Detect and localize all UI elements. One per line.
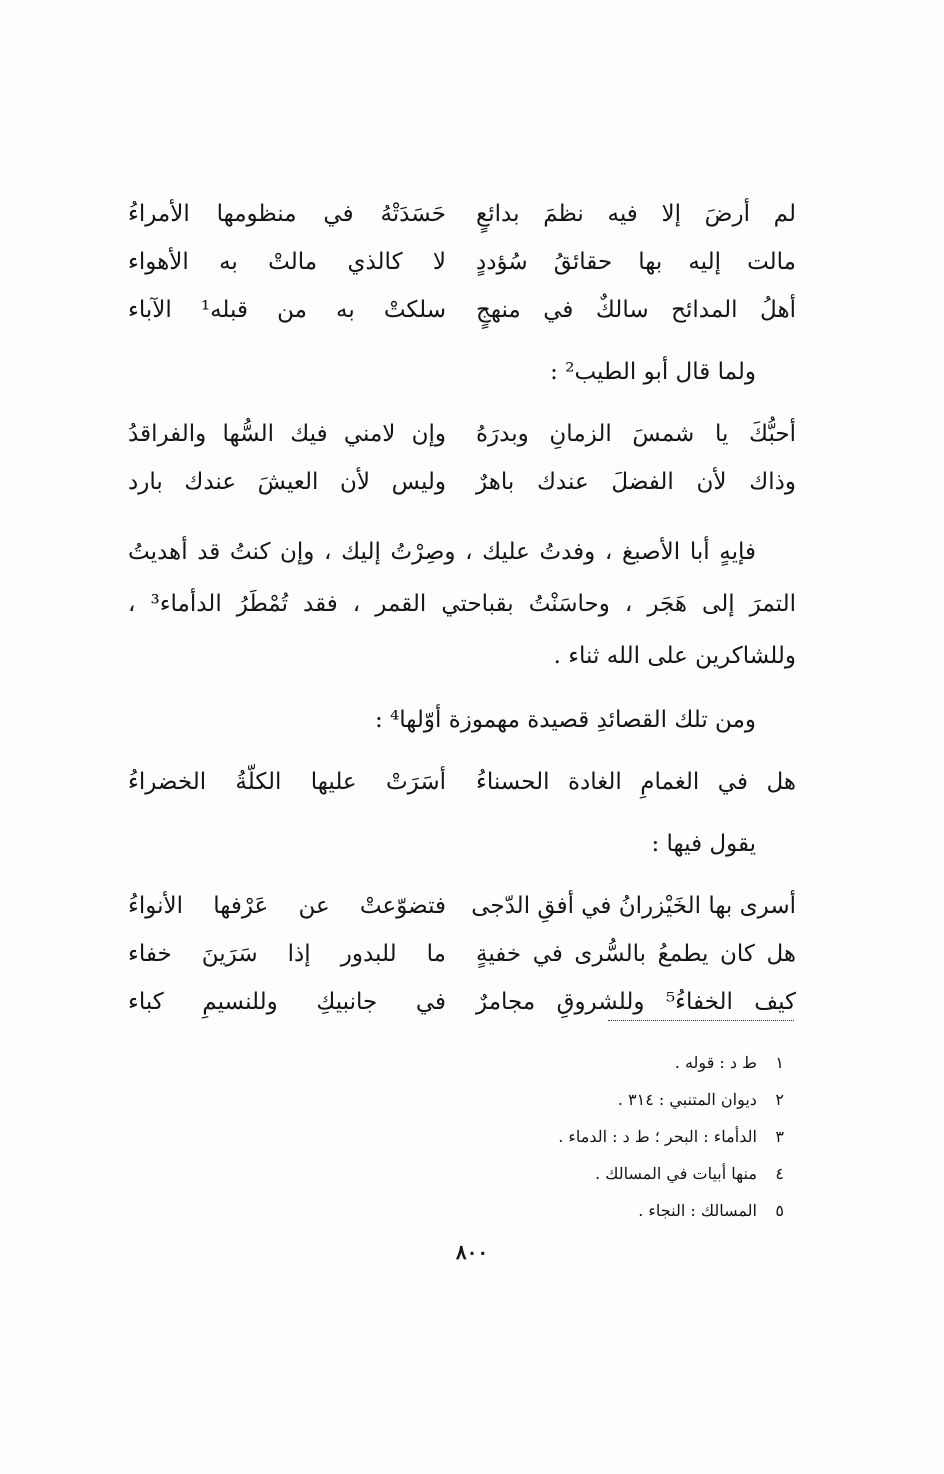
spacer — [128, 396, 796, 410]
first-hemistich: أحبُّكَ يا شمسَ الزمانِ وبدرَهُ — [476, 421, 796, 447]
verse-line — [128, 882, 796, 930]
verse-line — [128, 758, 796, 806]
spacer — [128, 682, 796, 696]
second-hemistich: حَسَدَتْهُ في منظومها الأمراءُ — [128, 201, 446, 227]
second-hemistich: سلكتْ به من قبله¹ الآباء — [128, 297, 447, 323]
first-hemistich: أسرى بها الخَيْزرانُ في أفقِ الدّجى — [471, 893, 796, 919]
footnote-number: ١ — [775, 1053, 784, 1072]
footnote-number: ٥ — [775, 1201, 784, 1220]
second-hemistich: وإن لامني فيك السُّها والفراقدُ — [128, 421, 446, 447]
spacer — [128, 868, 796, 882]
verse-line — [128, 978, 796, 1026]
footnote-text: المسالك : النجاء . — [638, 1201, 757, 1220]
first-hemistich: هل في الغمامِ الغادة الحسناءُ — [476, 769, 796, 795]
verse-line — [128, 930, 796, 978]
prose-paragraph: فإيهٍ أبا الأصبغ ، وفدتُ عليك ، وصِرْتُ إليك ، وإن كنتُ قد أهديتُ التمرَ إلى هَجَر ، وحاسَنْتُ بقباحتي القمر ، فقد تُمْطَرُ الدأماء³ ، وللشاكرين على الله ثناء . — [128, 539, 796, 669]
second-hemistich: وليس لأن العيشَ عندك بارد — [128, 469, 446, 495]
first-hemistich: مالت إليه بها حقائقُ سُؤددٍ — [476, 249, 796, 275]
footnotes — [300, 1044, 784, 1229]
first-hemistich: أهلُ المدائح سالكٌ في منهجٍ — [476, 297, 796, 323]
first-hemistich: لم أرضَ إلا فيه نظمَ بدائعٍ — [476, 201, 796, 227]
verse-line — [128, 286, 796, 334]
poem-block-1 — [128, 190, 796, 334]
poem-block-4 — [128, 882, 796, 1026]
spacer — [128, 806, 796, 820]
second-hemistich: في جانبيكِ وللنسيمِ كباء — [128, 989, 446, 1015]
footnote-text: ط د : قوله . — [674, 1053, 757, 1072]
poem-block-3 — [128, 758, 796, 806]
verse-line — [128, 190, 796, 238]
spacer — [128, 506, 796, 526]
footnote-item — [300, 1155, 784, 1192]
second-hemistich: ما للبدور إذا سَرَينَ خفاء — [128, 941, 446, 967]
footnote-item — [300, 1044, 784, 1081]
intro-line: ولما قال أبو الطيب² : — [550, 359, 756, 385]
first-hemistich: هل كان يطمعُ بالسُّرى في خفيةٍ — [476, 941, 796, 967]
footnote-text: الدأماء : البحر ؛ ط د : الدماء . — [558, 1127, 757, 1146]
main-text — [128, 190, 796, 1026]
footnote-divider — [608, 1020, 794, 1021]
intro-line: ومن تلك القصائدِ قصيدة مهموزة أوّلها⁴ : — [374, 707, 756, 733]
footnote-text: منها أبيات في المسالك . — [595, 1164, 757, 1183]
verse-line — [128, 458, 796, 506]
first-hemistich: وذاك لأن الفضلَ عندك باهرٌ — [476, 469, 796, 495]
footnote-number: ٢ — [775, 1090, 784, 1109]
spacer — [128, 334, 796, 348]
footnote-item — [300, 1192, 784, 1229]
first-hemistich: كيف الخفاءُ⁵ وللشروقِ مجامرٌ — [476, 989, 796, 1015]
footnote-number: ٣ — [775, 1127, 784, 1146]
second-hemistich: لا كالذي مالتْ به الأهواء — [128, 249, 446, 275]
footnote-number: ٤ — [775, 1164, 784, 1183]
second-hemistich: فتضوّعتْ عن عَرْفها الأنواءُ — [128, 893, 446, 919]
intro-line: يقول فيها : — [651, 831, 756, 857]
page-number: ٨٠٠ — [455, 1240, 489, 1264]
footnote-item — [300, 1081, 784, 1118]
poem-block-2 — [128, 410, 796, 506]
spacer — [128, 744, 796, 758]
second-hemistich: أسَرَتْ عليها الكلّةُ الخضراءُ — [128, 769, 446, 795]
verse-line — [128, 410, 796, 458]
footnote-text: ديوان المتنبي : ٣١٤ . — [617, 1090, 757, 1109]
verse-line — [128, 238, 796, 286]
footnote-item — [300, 1118, 784, 1155]
